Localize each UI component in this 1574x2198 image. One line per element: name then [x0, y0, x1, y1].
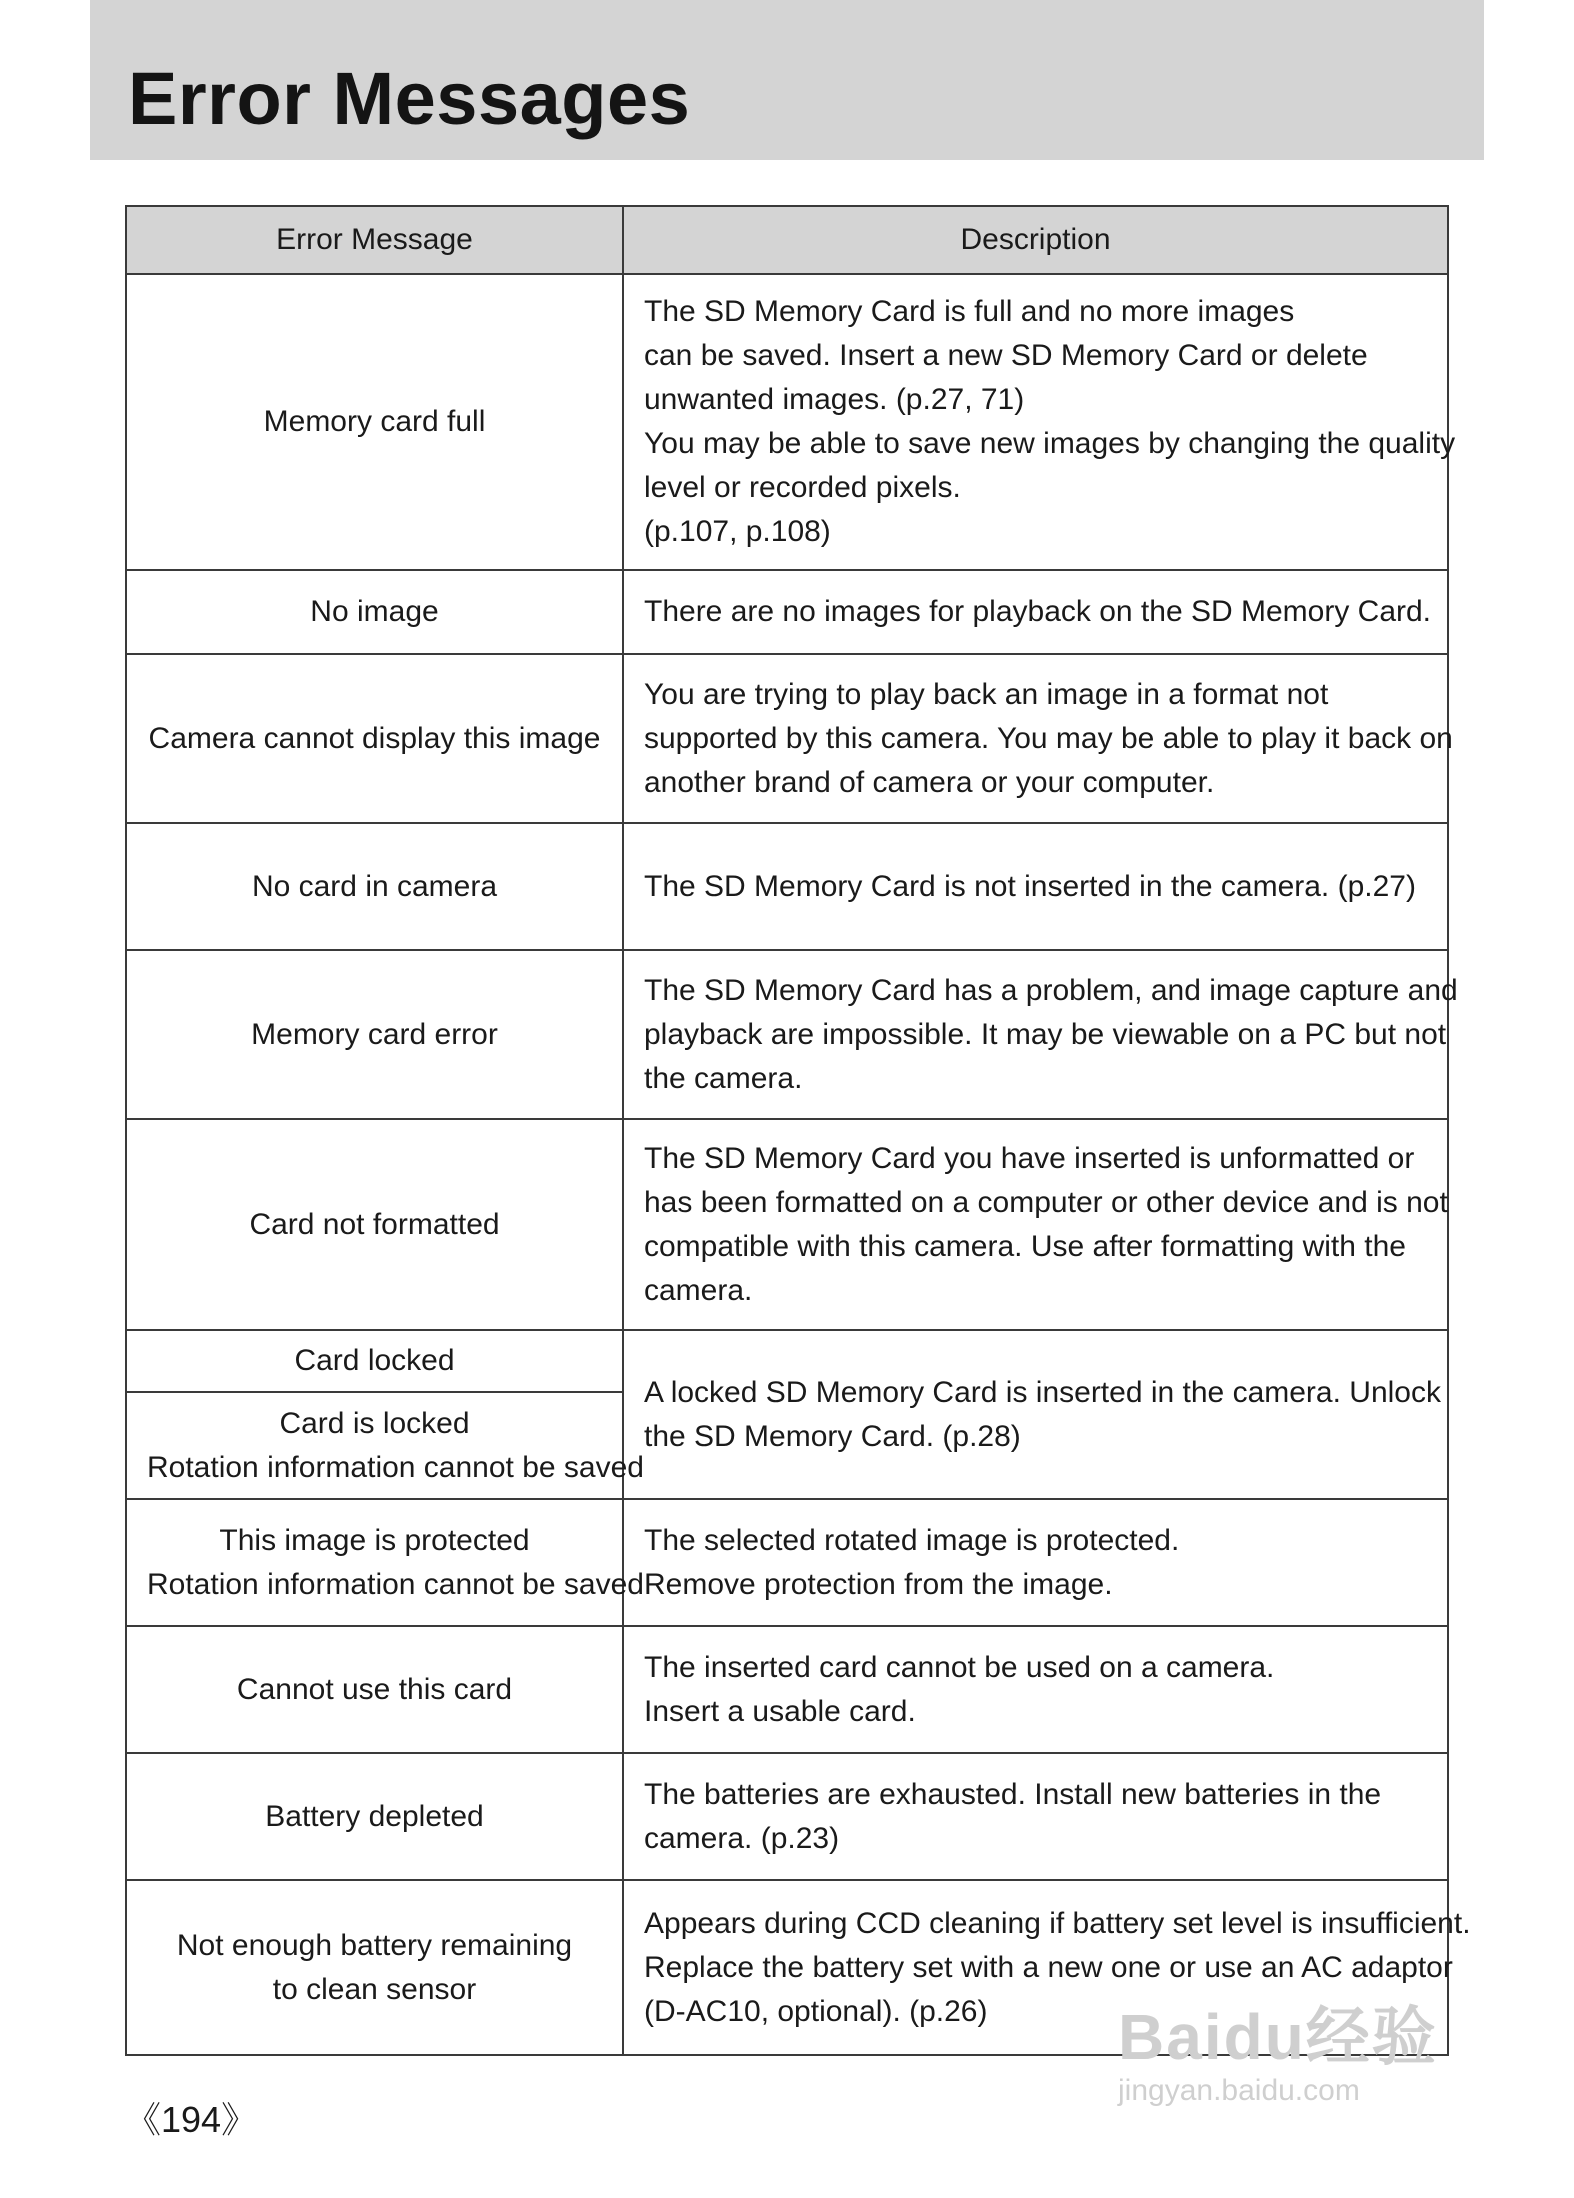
description-text: (D-AC10, optional). (p.26) — [644, 1994, 988, 2028]
description-text: The SD Memory Card is not inserted in the camera. (p.27) — [644, 869, 1416, 903]
error-message-text: No image — [310, 595, 439, 628]
table-row — [126, 570, 1448, 654]
error-message-text: Battery depleted — [265, 1799, 484, 1833]
description-cell — [623, 1119, 1448, 1330]
watermark-brand: Baidu经验 — [1118, 2001, 1438, 2073]
description-text: You are trying to play back an image in a format not — [644, 677, 1329, 711]
description-text: the SD Memory Card. (p.28) — [644, 1419, 1021, 1453]
error-message-cell — [126, 1119, 623, 1330]
error-message-text: Not enough battery remaining — [176, 1928, 573, 1962]
table-row — [126, 1119, 1448, 1330]
error-message-cell — [126, 1330, 623, 1392]
error-message-text: Cannot use this card — [236, 1672, 513, 1706]
error-message-cell — [126, 823, 623, 950]
description-cell — [623, 823, 1448, 950]
description-text: The batteries are exhausted. Install new batteries in the — [644, 1777, 1382, 1811]
description-text: You may be able to save new images by changing the quality — [644, 427, 1456, 460]
description-cell — [623, 1880, 1471, 2055]
error-message-text: No card in camera — [251, 869, 498, 903]
error-message-text: Card locked — [294, 1344, 455, 1377]
description-text: Replace the battery set with a new one or use an AC adaptor — [644, 1950, 1453, 1984]
error-message-text: Memory card error — [251, 1017, 498, 1051]
table-row — [126, 1626, 1448, 1753]
description-text: unwanted images. (p.27, 71) — [644, 383, 1025, 416]
description-cell — [623, 1626, 1448, 1753]
table-header-row — [126, 206, 1448, 274]
error-message-cell — [126, 1626, 623, 1753]
error-message-text: Memory card full — [263, 405, 486, 438]
description-text: camera. (p.23) — [644, 1821, 840, 1855]
description-text: The SD Memory Card is full and no more images — [644, 295, 1295, 328]
column-header-error-message: Error Message — [126, 206, 623, 274]
description-text: supported by this camera. You may be able to play it back on — [644, 721, 1453, 755]
error-message-cell — [126, 1392, 644, 1499]
description-text: (p.107, p.108) — [644, 515, 831, 548]
page-number: 《194》 — [125, 2099, 258, 2140]
error-message-cell — [126, 654, 623, 823]
description-text: The SD Memory Card has a problem, and image capture and — [644, 973, 1458, 1007]
description-text: Insert a usable card. — [644, 1694, 916, 1728]
description-text: Appears during CCD cleaning if battery set level is insufficient. — [644, 1906, 1471, 1940]
description-cell — [623, 570, 1448, 654]
table-row — [126, 1753, 1448, 1880]
description-cell — [623, 654, 1453, 823]
error-message-cell — [126, 1880, 623, 2055]
description-cell — [623, 1499, 1448, 1626]
description-text: compatible with this camera. Use after formatting with the — [644, 1229, 1406, 1263]
table-row — [126, 823, 1448, 950]
table-row — [126, 1330, 1448, 1392]
description-text: There are no images for playback on the SD Memory Card. — [644, 595, 1432, 628]
description-text: can be saved. Insert a new SD Memory Card or delete — [644, 339, 1368, 372]
page-title: Error Messages — [128, 57, 691, 140]
description-text: another brand of camera or your computer. — [644, 765, 1215, 799]
error-message-cell — [126, 1753, 623, 1880]
error-message-cell — [126, 1499, 644, 1626]
error-message-text: to clean sensor — [272, 1972, 477, 2006]
error-message-text: Rotation information cannot be saved — [147, 1450, 644, 1484]
column-header-description: Description — [623, 206, 1448, 274]
description-text: the camera. — [644, 1061, 803, 1095]
description-text: level or recorded pixels. — [644, 471, 961, 504]
description-cell — [623, 274, 1456, 570]
watermark-url: jingyan.baidu.com — [1118, 2074, 1360, 2107]
error-message-text: Camera cannot display this image — [148, 721, 601, 755]
error-message-cell — [126, 570, 623, 654]
description-text: The selected rotated image is protected. — [644, 1523, 1180, 1557]
error-message-text: Card is locked — [279, 1406, 470, 1440]
description-cell — [623, 1753, 1448, 1880]
description-cell — [623, 1330, 1448, 1499]
description-text: has been formatted on a computer or other device and is not — [644, 1185, 1448, 1219]
error-message-cell — [126, 274, 623, 570]
table-row — [126, 1880, 1448, 2055]
error-message-cell — [126, 950, 623, 1119]
table-row — [126, 654, 1448, 823]
description-text: playback are impossible. It may be viewable on a PC but not — [644, 1017, 1447, 1051]
description-text: Remove protection from the image. — [644, 1567, 1113, 1601]
error-messages-table — [125, 205, 1471, 2056]
table-row — [126, 950, 1448, 1119]
description-text: camera. — [644, 1273, 753, 1307]
table-row — [126, 1499, 1448, 1626]
error-message-text: Rotation information cannot be saved — [147, 1567, 644, 1601]
error-message-text: Card not formatted — [249, 1207, 500, 1241]
description-cell — [623, 950, 1458, 1119]
table-row — [126, 274, 1448, 570]
description-text: A locked SD Memory Card is inserted in the camera. Unlock — [644, 1375, 1441, 1409]
error-message-text: This image is protected — [219, 1523, 530, 1557]
description-text: The SD Memory Card you have inserted is unformatted or — [644, 1141, 1415, 1175]
description-text: The inserted card cannot be used on a camera. — [644, 1650, 1275, 1684]
